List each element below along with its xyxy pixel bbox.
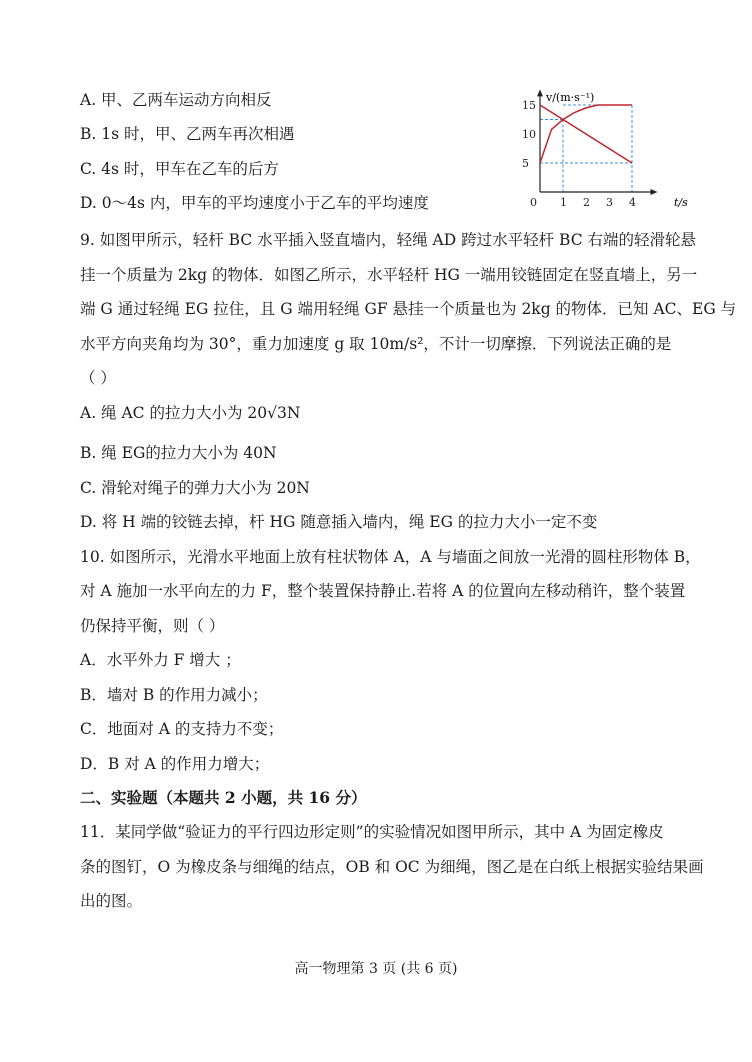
- q11-line-3: 出的图。: [80, 892, 143, 910]
- q10-line-1: 10. 如图所示，光滑水平地面上放有柱状物体 A，A 与墙面之间放一光滑的圆柱形物体 B，: [80, 548, 701, 566]
- q11-line-2: 条的图钉，O 为橡皮条与细绳的结点，OB 和 OC 为细绳，图乙是在白纸上根据实验结果画: [80, 858, 704, 876]
- q9-line-1: 9. 如图甲所示，轻杆 BC 水平插入竖直墙内，轻绳 AD 跨过水平轻杆 BC 右端的轻滑轮悬: [80, 231, 696, 249]
- q10-option-a: A．水平外力 F 增大 ；: [80, 651, 241, 669]
- q9-line-4: 水平方向夹角均为 30°，重力加速度 g 取 10m/s²，不计一切摩擦．下列说法正确的是: [80, 335, 672, 353]
- q9-option-c: C. 滑轮对绳子的弹力大小为 20N: [80, 479, 310, 497]
- q8-option-b: B. 1s 时，甲、乙两车再次相遇: [80, 125, 295, 143]
- y-tick-label-0: 5: [522, 157, 529, 170]
- q11-line-1: 11．某同学做“验证力的平行四边形定则”的实验情况如图甲所示，其中 A 为固定橡皮: [80, 823, 664, 841]
- q8-option-d: D. 0～4s 内，甲车的平均速度小于乙车的平均速度: [80, 194, 429, 212]
- x-tick-label-0: 0: [530, 196, 537, 209]
- vt-chart: [500, 88, 690, 213]
- page-footer: 高一物理第 3 页 (共 6 页): [294, 961, 458, 977]
- q10-option-b: B．墙对 B 的作用力减小；: [80, 686, 268, 704]
- chart-xlabel: t/s: [674, 196, 688, 209]
- q9-option-b: B. 绳 EG的拉力大小为 40N: [80, 444, 277, 462]
- q9-line-5: （ ）: [80, 369, 116, 387]
- y-tick-label-1: 10: [522, 128, 536, 141]
- x-tick-label-3: 3: [606, 196, 613, 209]
- x-axis-arrow: [651, 189, 658, 195]
- q10-line-3: 仍保持平衡，则（ ）: [80, 617, 225, 635]
- q9-option-a: A. 绳 AC 的拉力大小为 20√3N: [80, 404, 301, 422]
- series-line-0: [540, 105, 632, 163]
- q9-line-2: 挂一个质量为 2kg 的物体．如图乙所示，水平轻杆 HG 一端用铰链固定在竖直墙上，另一: [80, 266, 698, 284]
- y-tick-label-2: 15: [522, 99, 536, 112]
- q10-line-2: 对 A 施加一水平向左的力 F，整个装置保持静止.若将 A 的位置向左移动稍许，整个装置: [80, 582, 686, 600]
- q9-line-3: 端 G 通过轻绳 EG 拉住，且 G 端用轻绳 GF 悬挂一个质量也为 2kg 的物体．已知 AC、EG 与: [80, 300, 737, 318]
- x-tick-label-4: 4: [629, 196, 636, 209]
- section-heading: 二、实验题（本题共 2 小题，共 16 分）: [80, 788, 367, 807]
- q8-option-a: A. 甲、乙两车运动方向相反: [80, 91, 272, 109]
- y-axis-arrow: [537, 89, 543, 96]
- x-tick-label-2: 2: [583, 196, 590, 209]
- q8-option-c: C. 4s 时，甲车在乙车的后方: [80, 160, 279, 178]
- x-tick-label-1: 1: [560, 196, 567, 209]
- q10-option-c: C．地面对 A 的支持力不变；: [80, 720, 284, 738]
- q9-option-d: D. 将 H 端的铰链去掉，杆 HG 随意插入墙内，绳 EG 的拉力大小一定不变: [80, 513, 598, 531]
- chart-ylabel: v/(m·s⁻¹): [546, 91, 595, 104]
- q10-option-d: D．B 对 A 的作用力增大；: [80, 755, 270, 773]
